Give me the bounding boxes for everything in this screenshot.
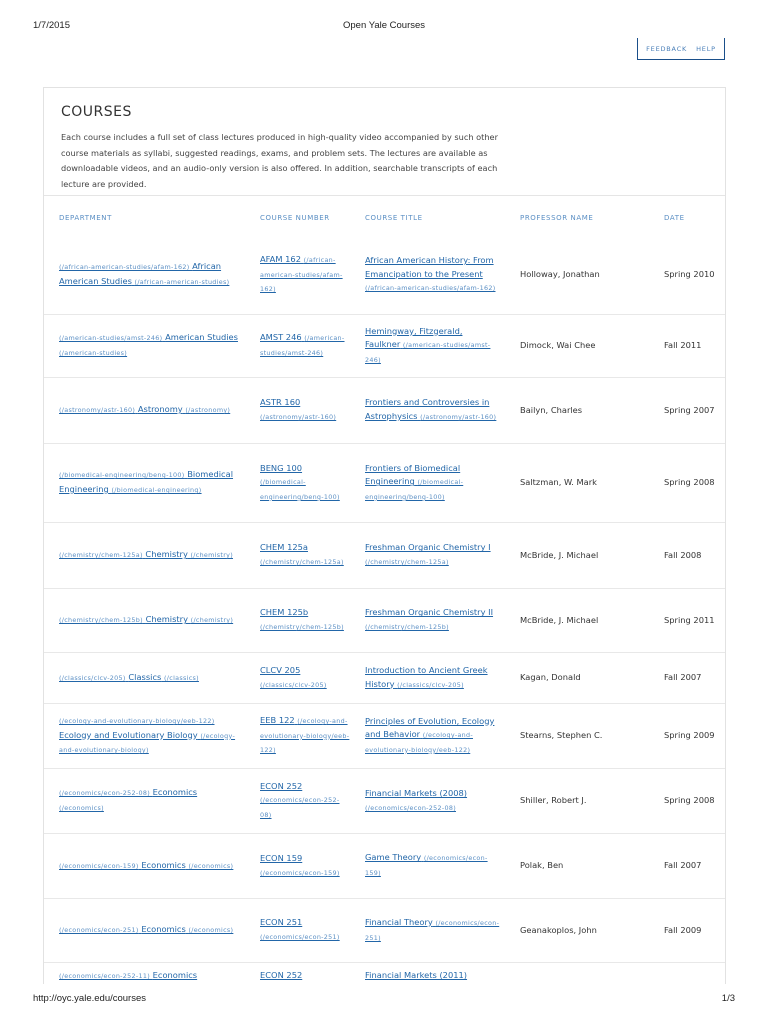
course-title: Introduction to Ancient Greek History: [365, 664, 488, 689]
course-number-cell: [260, 236, 350, 314]
professor-cell: [520, 899, 645, 962]
course-date: Fall 2009: [664, 924, 702, 935]
department-name: American Studies: [165, 332, 238, 343]
department-cell: [59, 378, 244, 443]
course-date: Spring 2007: [664, 404, 715, 415]
course-title-cell: [365, 315, 500, 377]
course-number: ECON 252: [260, 970, 303, 980]
date-cell: [664, 834, 724, 898]
course-title-link[interactable]: [365, 326, 490, 364]
department-link[interactable]: [59, 787, 197, 812]
course-title-url: (/chemistry/chem-125b): [365, 623, 449, 631]
department-cell: [59, 653, 244, 703]
course-number-cell: [260, 704, 350, 768]
department-course-url: (/chemistry/chem-125a): [59, 551, 143, 560]
course-number: ECON 159: [260, 852, 303, 863]
course-title: Financial Markets (2008): [365, 787, 468, 798]
department-course-url: (/astronomy/astr-160): [59, 406, 136, 415]
course-number-link[interactable]: [260, 397, 336, 421]
course-number-url: (/economics/econ-251): [260, 933, 340, 941]
course-title-link[interactable]: [365, 716, 494, 754]
course-title: Hemingway, Fitzgerald, Faulkner: [365, 325, 463, 350]
department-url: (/astronomy): [185, 406, 231, 415]
department-name: Economics: [152, 787, 198, 798]
course-title-link[interactable]: [365, 917, 499, 942]
professor-cell: [520, 236, 645, 314]
table-row: [44, 653, 725, 704]
table-row: [44, 963, 725, 984]
course-title-cell: [365, 769, 500, 833]
table-row: [44, 315, 725, 378]
print-footer: [33, 993, 735, 1007]
course-title-url: (/classics/clcv-205): [397, 680, 464, 689]
course-date: Fall 2008: [664, 549, 702, 560]
department-cell: [59, 704, 244, 768]
department-name: Biomedical Engineering: [59, 469, 234, 494]
course-title-link[interactable]: [365, 255, 496, 292]
department-url: (/american-studies): [59, 349, 128, 357]
course-number: CHEM 125a: [260, 542, 308, 553]
course-title-cell: [365, 523, 500, 588]
department-course-url: (/economics/econ-252-08): [59, 789, 150, 798]
professor-cell: [520, 834, 645, 898]
course-title-url: (/economics/econ-251): [365, 918, 500, 942]
course-title: Financial Markets (2011): [365, 970, 468, 980]
department-url: (/ecology-and-evolutionary-biology): [59, 731, 236, 755]
column-header-course-number[interactable]: COURSE NUMBER: [260, 214, 330, 222]
department-link[interactable]: [59, 614, 233, 624]
course-number-link[interactable]: [260, 715, 349, 754]
course-number-url: (/chemistry/chem-125b): [260, 623, 344, 631]
course-number-cell: [260, 523, 350, 588]
course-date: Spring 2008: [664, 795, 715, 806]
course-title-cell: [365, 899, 500, 962]
table-row: [44, 704, 725, 769]
department-cell: [59, 315, 244, 377]
course-number-url: (/biomedical-engineering/beng-100): [260, 478, 340, 501]
course-date: Spring 2010: [664, 269, 715, 280]
professor-name: Saltzman, W. Mark: [520, 477, 597, 488]
table-row: [44, 444, 725, 523]
print-date: 1/7/2015: [33, 20, 70, 31]
course-title-link[interactable]: [365, 397, 496, 421]
table-row: [44, 769, 725, 834]
course-title-url: (/american-studies/amst-246): [365, 341, 491, 364]
course-number-cell: [260, 653, 350, 703]
course-number: ASTR 160: [260, 397, 301, 408]
print-url: http://oyc.yale.edu/courses: [33, 993, 147, 1004]
department-course-url: (/african-american-studies/afam-162): [59, 263, 190, 272]
course-number-link[interactable]: [260, 607, 344, 631]
course-number-link[interactable]: [260, 542, 344, 566]
course-number-cell: [260, 444, 350, 522]
department-course-url: (/classics/clcv-205): [59, 673, 126, 682]
course-number-link[interactable]: [260, 665, 327, 689]
course-number-url: (/african-american-studies/afam-162): [260, 256, 343, 294]
course-number-url: (/economics/econ-252-08): [260, 796, 340, 819]
department-name: Astronomy: [137, 404, 183, 415]
professor-name: McBride, J. Michael: [520, 549, 599, 560]
department-name: Ecology and Evolutionary Biology: [59, 729, 198, 740]
course-title-link[interactable]: [365, 970, 467, 980]
professor-cell: [520, 589, 645, 652]
course-number-url: (/classics/clcv-205): [260, 680, 327, 689]
date-cell: [664, 769, 724, 833]
course-number-url: (/economics/econ-159): [260, 868, 340, 877]
course-title: Frontiers of Biomedical Engineering: [365, 462, 461, 487]
department-url: (/chemistry): [190, 551, 233, 560]
course-number-link[interactable]: [260, 853, 340, 877]
date-cell: [664, 589, 724, 652]
professor-cell: [520, 444, 645, 522]
course-number-cell: [260, 899, 350, 962]
course-number-link[interactable]: [260, 917, 340, 941]
professor-cell: [520, 653, 645, 703]
course-number-cell: [260, 315, 350, 377]
department-cell: [59, 963, 244, 984]
department-cell: [59, 523, 244, 588]
department-course-url: (/economics/econ-251): [59, 926, 139, 935]
table-row: [44, 523, 725, 589]
course-number: ECON 251: [260, 917, 303, 928]
department-link[interactable]: [59, 715, 235, 754]
department-link[interactable]: [59, 469, 233, 494]
professor-name: Kagan, Donald: [520, 672, 581, 683]
table-row: [44, 236, 725, 315]
department-course-url: (/economics/econ-252-11): [59, 972, 150, 980]
course-title-cell: [365, 444, 500, 522]
column-header-department[interactable]: DEPARTMENT: [59, 214, 112, 222]
professor-name: Shiller, Robert J.: [520, 795, 587, 806]
department-link[interactable]: [59, 860, 233, 870]
professor-cell: [520, 963, 645, 984]
professor-cell: [520, 378, 645, 443]
professor-cell: [520, 523, 645, 588]
print-page-number: 1/3: [721, 993, 735, 1004]
course-date: Spring 2009: [664, 730, 715, 741]
date-cell: [664, 444, 724, 522]
courses-card: [43, 87, 726, 984]
department-name: Chemistry: [145, 614, 189, 625]
course-number-link[interactable]: [260, 970, 302, 980]
course-title-link[interactable]: [365, 542, 491, 566]
department-cell: [59, 899, 244, 962]
department-link[interactable]: [59, 924, 233, 934]
course-title: Frontiers and Controversies in Astrophysics: [365, 397, 490, 421]
course-date: Spring 2008: [664, 477, 715, 488]
course-title-link[interactable]: [365, 607, 493, 631]
course-date: Spring 2011: [664, 614, 715, 625]
department-course-url: (/american-studies/amst-246): [59, 334, 163, 343]
course-title-cell: [365, 236, 500, 314]
professor-name: Bailyn, Charles: [520, 404, 583, 415]
course-title: Principles of Evolution, Ecology and Behavior: [365, 715, 495, 740]
course-date: Fall 2007: [664, 860, 702, 871]
feedback-link[interactable]: FEEDBACK: [646, 44, 688, 53]
course-title: Financial Theory: [365, 916, 433, 927]
course-title-link[interactable]: [365, 665, 488, 689]
department-course-url: (/economics/econ-159): [59, 861, 139, 870]
course-title-cell: [365, 653, 500, 703]
course-title: Freshman Organic Chemistry I: [365, 542, 491, 553]
department-name: Economics: [141, 859, 186, 870]
date-cell: [664, 523, 724, 588]
top-links: [637, 38, 725, 60]
professor-name: McBride, J. Michael: [520, 614, 599, 625]
course-number: CHEM 125b: [260, 607, 309, 618]
department-url: (/economics): [59, 804, 104, 812]
course-number-cell: [260, 378, 350, 443]
courses-intro: Each course includes a full set of class lectures produced in high-quality video accompanied by such other course materials as syllabi, suggested readings, exams, and problem sets. The lectures are available as downloadable videos, and an audio-only version is also offered. In addition, searchable transcripts of each lecture are provided.: [61, 132, 498, 189]
course-title: African American History: From Emancipation to the Present: [365, 255, 494, 279]
course-number-link[interactable]: [260, 781, 339, 819]
course-title-cell: [365, 589, 500, 652]
department-course-url: (/chemistry/chem-125b): [59, 616, 143, 625]
course-number-link[interactable]: [260, 463, 340, 501]
date-cell: [664, 378, 724, 443]
department-name: African American Studies: [59, 261, 222, 286]
department-link[interactable]: [59, 970, 197, 980]
department-course-url: (/ecology-and-evolutionary-biology/eeb-122): [59, 717, 215, 726]
department-link[interactable]: [59, 261, 229, 286]
professor-cell: [520, 315, 645, 377]
department-name: Chemistry: [145, 549, 188, 560]
table-row: [44, 378, 725, 444]
professor-cell: [520, 704, 645, 768]
department-url: (/economics): [188, 861, 234, 870]
date-cell: [664, 899, 724, 962]
course-title-url: (/chemistry/chem-125a): [365, 558, 449, 566]
header-divider: [44, 195, 725, 196]
course-number: ECON 252: [260, 780, 303, 791]
date-cell: [664, 653, 724, 703]
department-cell: [59, 236, 244, 314]
professor-name: Holloway, Jonathan: [520, 269, 600, 280]
course-date: Fall 2011: [664, 340, 702, 351]
course-title-link[interactable]: [365, 852, 488, 877]
table-row: [44, 589, 725, 653]
department-cell: [59, 769, 244, 833]
course-number: AFAM 162: [260, 254, 301, 265]
course-title: Game Theory: [365, 852, 422, 863]
date-cell: [664, 704, 724, 768]
course-number: BENG 100: [260, 462, 303, 473]
course-title-url: (/african-american-studies/afam-162): [365, 284, 496, 293]
department-link[interactable]: [59, 332, 238, 357]
department-name: Economics: [141, 924, 186, 935]
professor-name: Stearns, Stephen C.: [520, 730, 603, 741]
help-link[interactable]: HELP: [696, 44, 716, 53]
course-title-url: (/astronomy/astr-160): [420, 413, 497, 421]
department-url: (/chemistry): [190, 616, 234, 625]
department-cell: [59, 834, 244, 898]
course-title: Freshman Organic Chemistry II: [365, 607, 494, 618]
department-url: (/classics): [164, 673, 199, 682]
course-title-url: (/economics/econ-252-08): [365, 803, 456, 812]
professor-name: Polak, Ben: [520, 860, 564, 871]
print-header: [33, 20, 735, 34]
course-title-link[interactable]: [365, 463, 463, 501]
course-title-cell: [365, 378, 500, 443]
date-cell: [664, 963, 724, 984]
professor-name: Geanakoplos, John: [520, 924, 597, 935]
course-number: CLCV 205: [260, 664, 301, 675]
course-title-url: (/economics/econ-159): [365, 854, 488, 877]
professor-cell: [520, 769, 645, 833]
course-number-url: (/american-studies/amst-246): [260, 334, 345, 357]
page-title: COURSES: [61, 104, 132, 120]
column-header-date[interactable]: DATE: [664, 214, 685, 222]
course-title-cell: [365, 704, 500, 768]
course-number-cell: [260, 963, 350, 984]
course-number-cell: [260, 589, 350, 652]
column-header-professor[interactable]: PROFESSOR NAME: [520, 214, 594, 222]
course-number-url: (/astronomy/astr-160): [260, 413, 337, 421]
department-url: (/economics): [188, 926, 234, 935]
department-course-url: (/biomedical-engineering/beng-100): [59, 471, 185, 480]
professor-name: Dimock, Wai Chee: [520, 340, 596, 351]
department-link[interactable]: [59, 404, 230, 414]
department-link[interactable]: [59, 549, 233, 559]
course-title-link[interactable]: [365, 788, 467, 812]
column-header-course-title[interactable]: COURSE TITLE: [365, 214, 423, 222]
department-cell: [59, 444, 244, 522]
course-number-link[interactable]: [260, 332, 345, 357]
department-name: Classics: [128, 671, 162, 682]
table-row: [44, 899, 725, 963]
print-title: Open Yale Courses: [342, 20, 426, 31]
course-number: AMST 246: [260, 332, 302, 343]
courses-table: [44, 236, 725, 984]
course-title-url: (/biomedical-engineering/beng-100): [365, 478, 464, 501]
department-name: Economics: [152, 970, 198, 980]
date-cell: [664, 236, 724, 314]
course-number-cell: [260, 834, 350, 898]
course-number-cell: [260, 769, 350, 833]
course-number: EEB 122: [260, 715, 295, 726]
course-title-cell: [365, 834, 500, 898]
table-row: [44, 834, 725, 899]
department-url: (/biomedical-engineering): [111, 486, 202, 494]
department-url: (/african-american-studies): [134, 278, 230, 286]
course-date: Fall 2007: [664, 672, 702, 683]
course-number-link[interactable]: [260, 254, 343, 293]
department-link[interactable]: [59, 672, 199, 682]
course-number-url: (/chemistry/chem-125a): [260, 558, 344, 566]
course-title-cell: [365, 963, 500, 984]
course-title-url: (/ecology-and-evolutionary-biology/eeb-122): [365, 731, 473, 754]
date-cell: [664, 315, 724, 377]
department-cell: [59, 589, 244, 652]
course-number-url: (/ecology-and-evolutionary-biology/eeb-122): [260, 717, 350, 755]
